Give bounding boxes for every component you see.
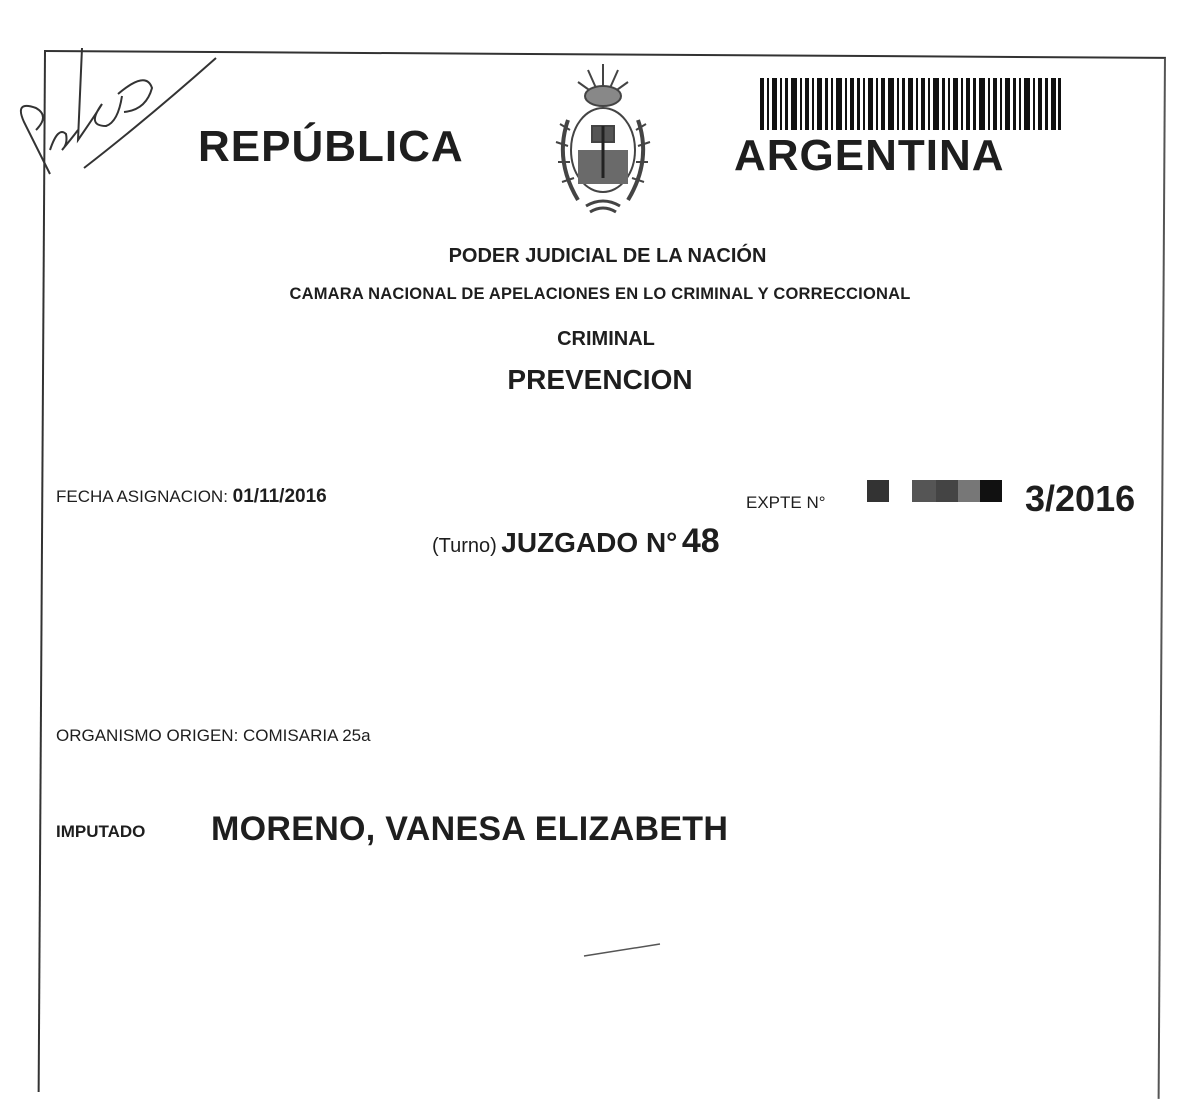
turno-label: (Turno) [432,535,497,557]
fecha-label: FECHA ASIGNACION: [56,487,228,506]
barcode-icon [760,78,1062,130]
redaction-block [958,480,980,502]
juzgado-label: JUZGADO N° [501,527,678,558]
pen-mark [582,940,662,960]
juzgado-number: 48 [681,522,720,560]
redaction-block [867,480,889,502]
handwritten-signature-icon [6,30,226,180]
document-type-heading: PREVENCION [507,364,693,395]
imputado-name: MORENO, VANESA ELIZABETH [211,810,729,848]
organismo-origen: ORGANISMO ORIGEN: COMISARIA 25a [56,726,371,745]
redaction-block [980,480,1002,502]
court-heading: PODER JUDICIAL DE LA NACIÓN [448,245,767,267]
redaction-block [912,480,936,502]
fecha-value: 01/11/2016 [232,486,327,507]
expte-label: EXPTE N° [746,493,826,512]
chamber-heading: CAMARA NACIONAL DE APELACIONES EN LO CRIMINAL Y CORRECCIONAL [289,285,911,303]
expte-value: 3/2016 [1025,478,1136,519]
fecha-asignacion [56,486,327,508]
title-republica: REPÚBLICA [198,122,464,171]
imputado-label: IMPUTADO [56,822,146,841]
redaction-block [936,480,958,502]
jurisdiction-heading: CRIMINAL [557,328,655,350]
juzgado-line [432,522,720,561]
title-argentina: ARGENTINA [734,131,1005,180]
coat-of-arms-icon [548,60,658,220]
